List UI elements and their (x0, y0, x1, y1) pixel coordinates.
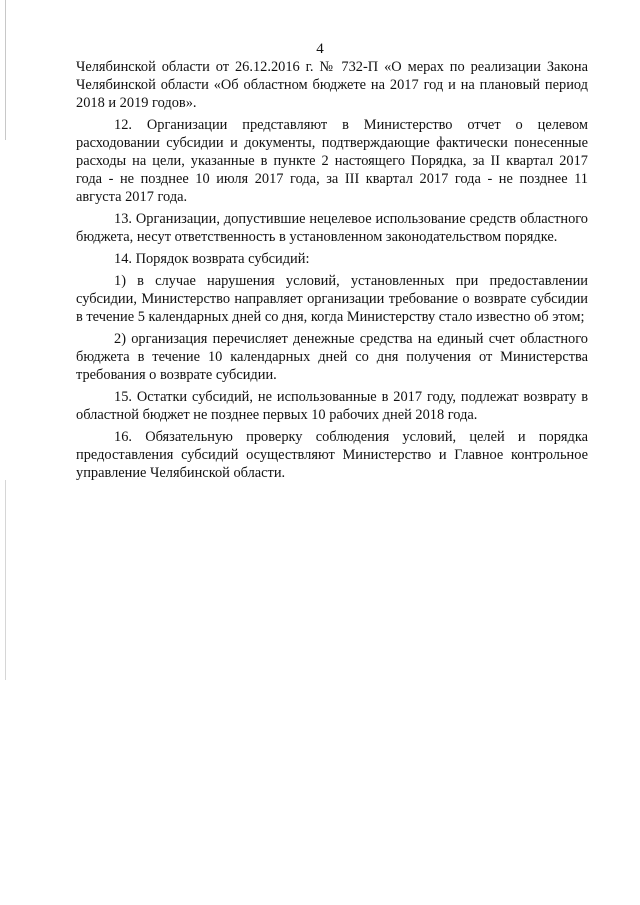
page-number: 4 (316, 41, 324, 57)
document-body (76, 58, 588, 482)
paragraph-item-13: 13. Организации, допустившие нецелевое использование средств областного бюджета, несут ответственность в установленном законодательством порядке. (76, 211, 588, 245)
paragraph-item-16: 16. Обязательную проверку соблюдения условий, целей и порядка предоставления субсидий осуществляют Министерство и Главное контрольное управление Челябинской области. (76, 429, 588, 481)
scan-edge-line (5, 0, 6, 140)
paragraph-continuation: Челябинской области от 26.12.2016 г. № 732-П «О мерах по реализации Закона Челябинской области «Об областном бюджете на 2017 год и на плановый период 2018 и 2019 годов». (76, 59, 588, 111)
paragraph-subitem-1: 1) в случае нарушения условий, установленных при предоставлении субсидии, Министерство направляет организации требование о возврате субсидии в течение 5 календарных дней со дня, когда Министерству стало известно об этом; (76, 273, 588, 325)
paragraph-subitem-2: 2) организация перечисляет денежные средства на единый счет областного бюджета в течение 10 календарных дней со дня получения от Министерства требования о возврате субсидии. (76, 331, 588, 383)
scan-edge-line (5, 480, 6, 680)
paragraph-item-12: 12. Организации представляют в Министерство отчет о целевом расходовании субсидии и документы, подтверждающие фактически понесенные расходы на цели, указанные в пункте 2 настоящего Порядка, за II квартал 2017 года - не позднее 10 июля 2017 года, за III квартал 2017 года - не позднее 11 августа 2017 года. (76, 117, 588, 205)
paragraph-item-15: 15. Остатки субсидий, не использованные в 2017 году, подлежат возврату в областной бюджет не позднее первых 10 рабочих дней 2018 года. (76, 389, 588, 423)
paragraph-item-14: 14. Порядок возврата субсидий: (114, 251, 310, 267)
